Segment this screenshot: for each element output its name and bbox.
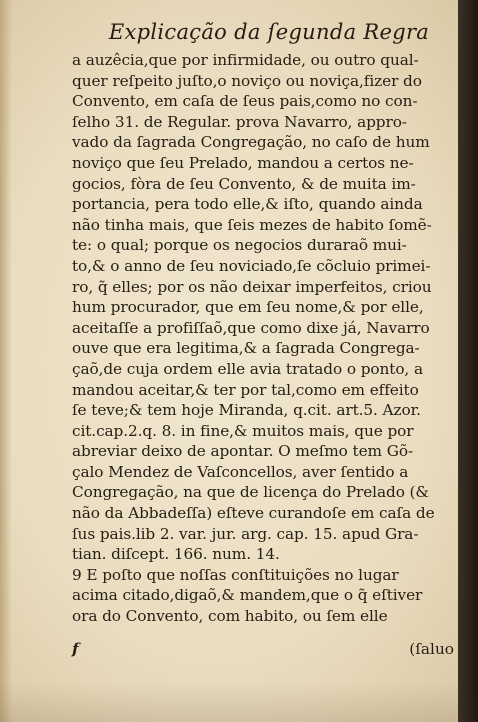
body-text: [72, 50, 456, 627]
text-line: ouve que era legitima,& a ſagrada Congrega-: [72, 339, 420, 358]
page-footer: [72, 640, 456, 666]
text-line: ſe teve;& tem hoje Miranda, q.cit. art.5. Azor.: [72, 401, 421, 420]
text-line: ora do Convento, com habito, ou ſem elle: [72, 607, 388, 626]
text-line: to,& o anno de ſeu noviciado,ſe cõcluio primei-: [72, 256, 431, 275]
page-shadow: [0, 682, 478, 722]
text-line: çalo Mendez de Vaſconcellos, aver ſentido a: [72, 462, 409, 481]
text-line: tian. diſcept. 166. num. 14.: [72, 545, 280, 564]
text-line: gocios, fòra de ſeu Convento, & de muita im-: [72, 174, 416, 193]
text-line: te: o qual; porque os negocios duraraõ mui-: [72, 236, 407, 255]
text-line: abreviar deixo de apontar. O meſmo tem Gõ-: [72, 442, 414, 461]
text-line: noviço que ſeu Prelado, mandou a certos ne-: [72, 153, 414, 172]
running-head: Explicação da ſegunda Regra: [108, 20, 430, 44]
text-line: Convento, em caſa de ſeus pais,como no con-: [72, 92, 418, 111]
text-line: não da Abbadeſſa) eſteve curandoſe em caſa de: [72, 504, 435, 523]
text-line: a auzêcia,que por infirmidade, ou outro qual-: [72, 51, 419, 69]
text-line: ro, q̃ elles; por os não deixar imperfeitos, criou: [72, 277, 432, 296]
text-line: ſelho 31. de Regular. prova Navarro, appro-: [72, 112, 407, 131]
book-gutter: [458, 0, 478, 722]
text-line: 9 E poſto que noſſas conſtituições no lugar: [72, 565, 399, 584]
signature-mark: f: [72, 640, 79, 658]
text-line: vado da ſagrada Congregação, no caſo de hum: [72, 133, 430, 152]
text-line: acima citado,digaõ,& mandem,que o q̃ eſtiver: [72, 586, 423, 605]
text-line: portancia, pera todo elle,& iſto, quando ainda: [72, 195, 423, 214]
text-line: hum procurador, que em ſeu nome,& por elle,: [72, 298, 424, 317]
text-line: ſus pais.lib 2. var. jur. arg. cap. 15. apud Gra-: [72, 524, 419, 543]
text-line: aceitaſſe a profiſſaõ,que como dixe já, Navarro: [72, 318, 430, 337]
text-line: mandou aceitar,& ter por tal,como em effeito: [72, 380, 419, 399]
catchword: (ſaluo: [409, 640, 454, 658]
page-left-edge: [0, 0, 12, 722]
text-line: quer reſpeito juſto,o noviço ou noviça,fizer do: [72, 71, 422, 90]
text-line: çaõ,de cuja ordem elle avia tratado o ponto, a: [72, 359, 423, 378]
text-line: Congregação, na que de licença do Prelado (&: [72, 483, 429, 502]
text-line: cit.cap.2.q. 8. in fine,& muitos mais, que por: [72, 421, 414, 440]
page-text-block: [72, 20, 456, 627]
text-line: não tinha mais, que ſeis mezes de habito ſomẽ-: [72, 215, 432, 234]
